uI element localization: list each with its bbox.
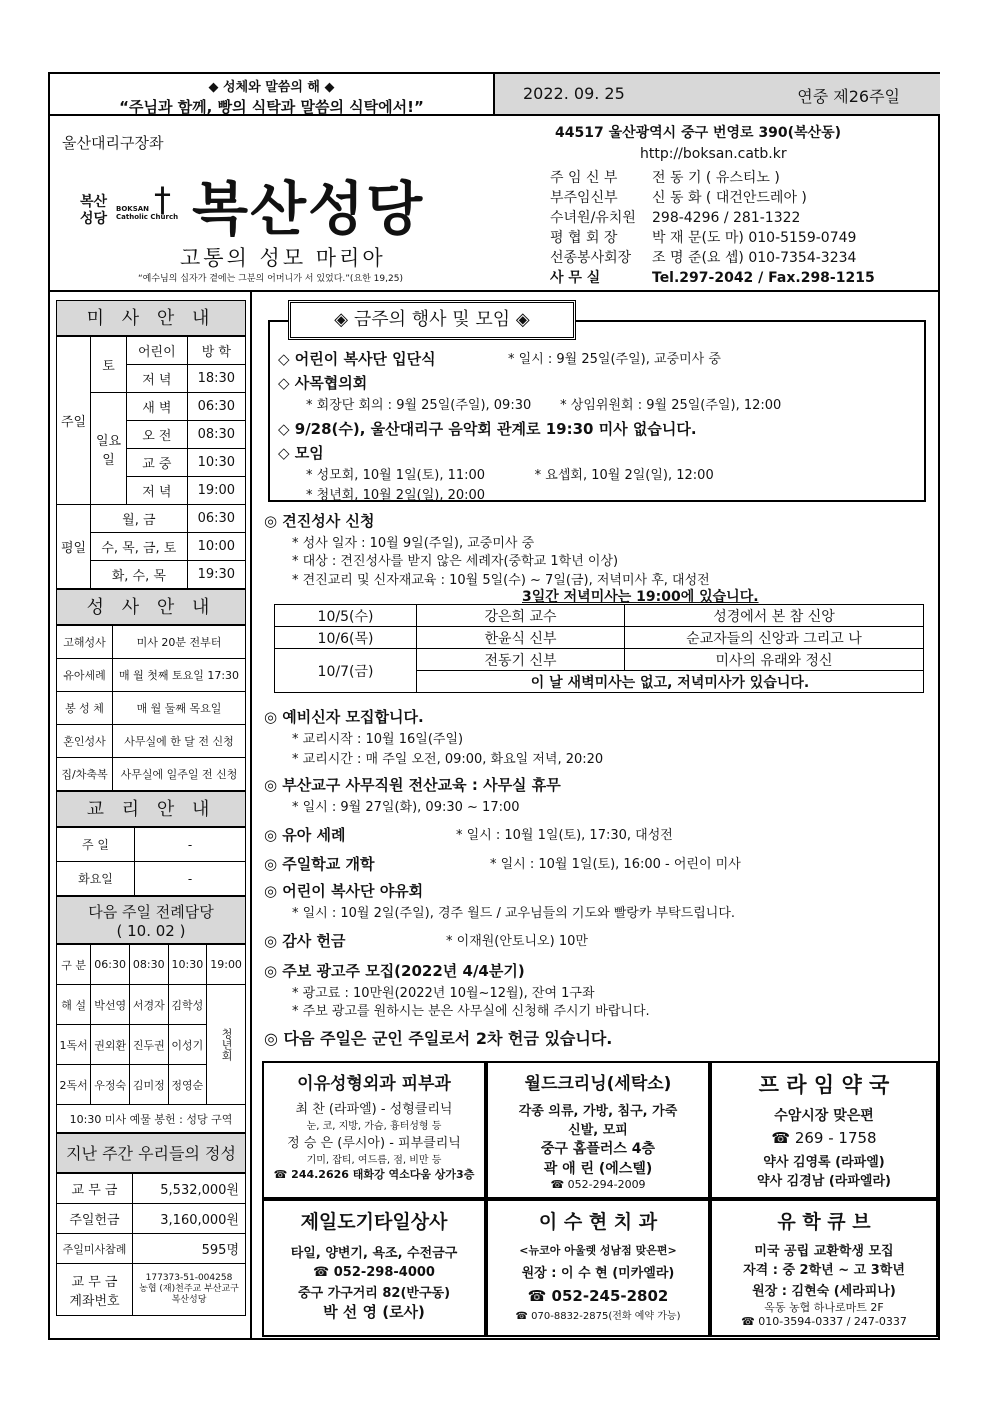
- mass-label: 수, 목, 금, 토: [91, 533, 188, 561]
- ad-line: 약사 김영록 (라파엘): [763, 1155, 885, 1170]
- sacrament-label: 고해성사: [57, 626, 113, 659]
- mass-label: 새 벽: [127, 393, 188, 421]
- event-item: ◇ 사목협의회: [278, 374, 368, 392]
- offering-value: 3,160,000원: [133, 1204, 246, 1234]
- ad-line: 약사 김경남 (라파엘라): [757, 1174, 891, 1189]
- ad-line: 원장 : 김현숙 (세라피나): [752, 1284, 896, 1299]
- church-url[interactable]: http://boksan.catb.kr: [640, 146, 787, 162]
- offering-label: 주일미사참례: [57, 1234, 133, 1264]
- ad-laundry: [486, 1061, 710, 1199]
- mass-label: 화, 수, 목: [91, 561, 188, 589]
- offering-label: 주일헌금: [57, 1204, 133, 1234]
- sched-topic: 순교자들의 신앙과 그리고 나: [625, 627, 924, 649]
- english-name-1: BOKSAN: [116, 205, 150, 213]
- english-name-2: Catholic Church: [116, 213, 179, 221]
- liturgy-head: 구 분: [57, 945, 91, 985]
- liturgy-title-box: [56, 896, 246, 944]
- mass-time: 08:30: [187, 421, 245, 449]
- ad-line: ☎ 244.2626 태화강 역소다움 상가3층: [273, 1168, 475, 1181]
- sched-topic: 성경에서 본 참 신앙: [625, 605, 924, 627]
- liturgy-role: 1독서: [57, 1025, 91, 1065]
- church-name: 복산성당: [192, 175, 425, 243]
- event-detail: * 청년회, 10월 2일(일), 20:00: [306, 488, 486, 503]
- liturgy-person: 이성기: [168, 1025, 207, 1065]
- events-title: ◈ 금주의 행사 및 모임 ◈: [288, 300, 576, 340]
- mass-time: 방 학: [187, 337, 245, 365]
- liturgy-title: 다음 주일 전례담당: [88, 903, 214, 921]
- notice-heading: ◎ 부산교구 사무직원 전산교육 : 사무실 휴무: [264, 776, 561, 794]
- ad-section: [262, 1061, 938, 1337]
- church-header: [50, 116, 940, 292]
- ad-tile: [262, 1199, 486, 1337]
- staff-role: 선종봉사회장: [550, 250, 632, 266]
- event-item: ◇ 모임: [278, 444, 324, 462]
- sched-lecturer: 강은희 교수: [417, 605, 625, 627]
- logo-line-2: 성당: [80, 211, 108, 227]
- staff-row: [550, 248, 875, 268]
- mass-time: 10:30: [187, 449, 245, 477]
- bulletin-date: 2022. 09. 25: [523, 84, 625, 103]
- notice-heading: ◎ 주일학교 개학: [264, 855, 375, 873]
- notice-detail: * 교리시간 : 매 주일 오전, 09:00, 화요일 저녁, 20:20: [292, 752, 604, 767]
- notice-heading: ◎ 예비신자 모집합니다.: [264, 708, 424, 726]
- ad-dental: [486, 1199, 710, 1337]
- sacrament-label: 혼인성사: [57, 725, 113, 758]
- ad-line: 정 승 은 (루시아) - 피부클리닉: [287, 1136, 461, 1151]
- sacrament-label: 유아세례: [57, 659, 113, 692]
- ad-line: 옥동 농협 하나로마트 2F: [764, 1301, 884, 1314]
- liturgy-person: 김학성: [168, 985, 207, 1025]
- church-logo-text: [80, 194, 107, 228]
- event-item: ◇ 9/28(수), 울산대리구 음악회 관계로 19:30 미사 없습니다.: [278, 420, 697, 438]
- staff-role: 주 임 신 부: [550, 170, 618, 186]
- offering-value: 5,532,000원: [133, 1174, 246, 1204]
- ad-line: 자격 : 중 2학년 ~ 고 3학년: [743, 1263, 905, 1278]
- ad-line: ☎ 052-294-2009: [550, 1178, 646, 1191]
- ad-line: 중구 홈플러스 4층: [540, 1141, 656, 1157]
- sched-lecturer: 한윤식 신부: [417, 627, 625, 649]
- logo-line-1: 복산: [80, 194, 108, 210]
- catechism-title: 교 리 안 내: [56, 791, 246, 827]
- mass-title: 미 사 안 내: [56, 300, 246, 336]
- sacrament-table: [56, 625, 246, 791]
- ad-line: 눈, 코, 지방, 가슴, 흉터성형 등: [306, 1121, 442, 1132]
- ad-line: 각종 의류, 가방, 침구, 가죽: [518, 1104, 678, 1119]
- sacrament-value: 미사 20분 전부터: [113, 626, 246, 659]
- ad-line: 수암시장 맞은편: [774, 1108, 874, 1124]
- catechism-value: -: [135, 862, 246, 896]
- liturgy-youth: 청년회: [207, 985, 246, 1105]
- liturgy-head: 10:30: [168, 945, 207, 985]
- ad-line: 최 찬 (라파엘) - 성형클리닉: [295, 1102, 453, 1117]
- notice-detail: * 주보 광고를 원하시는 분은 사무실에 신청해 주시기 바랍니다.: [292, 1004, 650, 1019]
- staff-name: Tel.297-2042 / Fax.298-1215: [652, 270, 875, 286]
- mass-time: 18:30: [187, 365, 245, 393]
- sched-day: 10/6(목): [275, 627, 417, 649]
- church-english-name: [116, 205, 178, 221]
- ad-line: 곽 애 린 (에스텔): [543, 1161, 653, 1177]
- sun-label: 일요일: [91, 393, 127, 505]
- ad-line: ☎ 010-3594-0337 / 247-0337: [741, 1315, 907, 1328]
- ad-clinic: [262, 1061, 486, 1199]
- bulletin-frame: [48, 72, 940, 1340]
- notice-detail: * 일시 : 9월 27일(화), 09:30 ~ 17:00: [292, 800, 520, 815]
- sacrament-value: 사무실에 일주일 전 신청: [113, 758, 246, 791]
- mass-label: 교 중: [127, 449, 188, 477]
- ad-line: <뉴코아 아울렛 성남점 맞은편>: [519, 1244, 677, 1257]
- offering-label: 교 무 금: [57, 1174, 133, 1204]
- cross-icon: †: [154, 180, 171, 220]
- notice-heading: ◎ 견진성사 신청: [264, 512, 375, 530]
- liturgy-person: 우정숙: [91, 1065, 130, 1105]
- ad-line: ☎ 269 - 1758: [771, 1129, 877, 1147]
- liturgy-role: 해 설: [57, 985, 91, 1025]
- catechism-label: 화요일: [57, 862, 135, 896]
- ad-title: 제일도기타일상사: [300, 1211, 448, 1233]
- notice-detail: * 일시 : 10월 1일(토), 16:00 - 어린이 미사: [490, 857, 741, 872]
- mass-label: 저 녁: [127, 365, 188, 393]
- sat-label: 토: [91, 337, 127, 393]
- liturgy-person: 정영순: [168, 1065, 207, 1105]
- deanery: 울산대리구장좌: [62, 134, 164, 152]
- ad-line: 원장 : 이 수 현 (미카엘라): [521, 1266, 675, 1281]
- staff-list: [550, 168, 875, 288]
- mass-time: 19:30: [187, 561, 245, 589]
- sacrament-value: 사무실에 한 달 전 신청: [113, 725, 246, 758]
- staff-role: 사 무 실: [550, 270, 601, 286]
- mass-time: 19:00: [187, 477, 245, 505]
- ad-study-abroad: [710, 1199, 938, 1337]
- ad-title: 이유성형외과 피부과: [297, 1074, 451, 1094]
- notice-detail: * 견진교리 및 신자재교육 : 10월 5일(수) ~ 7일(금), 저녁미사 후, 대성전: [292, 573, 710, 588]
- weekday-label: 평일: [57, 505, 91, 589]
- ad-title: 이 수 현 치 과: [538, 1211, 658, 1233]
- column-divider: [250, 292, 252, 1340]
- ad-line: 기미, 잡티, 여드름, 점, 비만 등: [306, 1155, 442, 1166]
- mass-label: 어린이: [127, 337, 188, 365]
- event-detail: * 회장단 회의 : 9월 25일(주일), 09:30 * 상임위원회 : 9월 25일(주일), 12:00: [306, 398, 782, 413]
- liturgy-person: 권외환: [91, 1025, 130, 1065]
- sched-day: 10/7(금): [275, 649, 417, 693]
- ad-line: 신발, 모피: [568, 1123, 628, 1138]
- account-label: 교 무 금 계좌번호: [57, 1264, 133, 1316]
- mass-table: [56, 336, 246, 589]
- sched-note: 이 날 새벽미사는 없고, 저녁미사가 있습니다.: [417, 671, 924, 693]
- sacrament-label: 봉 성 체: [57, 692, 113, 725]
- patron-quote: “예수님의 십자가 곁에는 그분의 어머니가 서 있었다.”(요한 19,25): [138, 274, 403, 284]
- notice-heading: ◎ 유아 세례: [264, 826, 346, 844]
- ad-line: 타일, 양변기, 욕조, 수전금구: [290, 1246, 458, 1261]
- event-detail: * 일시 : 9월 25일(주일), 교중미사 중: [508, 352, 721, 367]
- theme-banner: [50, 74, 495, 116]
- motto: “주님과 함께, 빵의 식탁과 말씀의 식탁에서!”: [119, 98, 424, 116]
- ad-line: 미국 공립 교환학생 모집: [754, 1244, 894, 1259]
- catechism-table: [56, 827, 246, 896]
- sacrament-value: 매 월 첫째 토요일 17:30: [113, 659, 246, 692]
- staff-row: [550, 228, 875, 248]
- liturgy-person: 박선영: [91, 985, 130, 1025]
- sacrament-value: 매 월 둘째 목요일: [113, 692, 246, 725]
- liturgy-head: 19:00: [207, 945, 246, 985]
- notice-detail: * 교리시작 : 10월 16일(주일): [292, 732, 464, 747]
- theme: ◆ 성체와 말씀의 해 ◆: [208, 80, 335, 95]
- sacrament-title: 성 사 안 내: [56, 589, 246, 625]
- catechism-value: -: [135, 828, 246, 862]
- event-detail: * 성모회, 10월 1일(토), 11:00 * 요셉회, 10월 2일(일), 12:00: [306, 468, 714, 483]
- liturgy-person: 김미정: [129, 1065, 168, 1105]
- mass-time: 10:00: [187, 533, 245, 561]
- staff-row: [550, 168, 875, 188]
- event-item: ◇ 어린이 복사단 입단식: [278, 350, 436, 368]
- notice-heading: ◎ 어린이 복사단 야유회: [264, 882, 424, 900]
- notice-detail: * 광고료 : 10만원(2022년 10월~12월), 잔여 1구좌: [292, 986, 595, 1001]
- liturgy-person: 서경자: [129, 985, 168, 1025]
- liturgy-person: 진두권: [129, 1025, 168, 1065]
- ad-line: ☎ 052-298-4000: [313, 1265, 435, 1280]
- staff-role: 평 협 회 장: [550, 230, 618, 246]
- liturgy-table: [56, 944, 246, 1133]
- notice-detail: * 대상 : 견진성사를 받지 않은 세례자(중학교 1학년 이상): [292, 554, 619, 569]
- account-number: 177373-51-004258 농협 (재)천주교 부산교구 복산성당: [133, 1264, 246, 1316]
- sched-lecturer: 전동기 신부: [417, 649, 625, 671]
- mass-label: 월, 금: [91, 505, 188, 533]
- staff-row: [550, 208, 875, 228]
- notice-heading: ◎ 감사 헌금: [264, 932, 346, 950]
- ad-title: 프 라 임 약 국: [758, 1073, 890, 1097]
- staff-name: 조 명 준(요 셉) 010-7354-3234: [652, 250, 857, 266]
- church-address: 44517 울산광역시 중구 번영로 390(복산동): [555, 125, 842, 141]
- ad-pharmacy: [710, 1061, 938, 1199]
- catechism-label: 주 일: [57, 828, 135, 862]
- notice-detail: * 성사 일자 : 10월 9일(주일), 교중미사 중: [292, 536, 535, 551]
- mass-label: 저 녁: [127, 477, 188, 505]
- liturgy-role: 2독서: [57, 1065, 91, 1105]
- date-banner: [495, 74, 940, 116]
- staff-name: 298-4296 / 281-1322: [652, 210, 801, 226]
- confirmation-schedule: [274, 604, 924, 693]
- ad-line: 중구 가구거리 82(반구동): [297, 1286, 451, 1301]
- liturgical-week: 연중 제26주일: [797, 87, 900, 106]
- sched-topic: 미사의 유래와 정신: [625, 649, 924, 671]
- left-column: [56, 300, 246, 1316]
- staff-name: 신 동 화 ( 대건안드레아 ): [652, 190, 807, 206]
- sacrament-label: 집/차축복: [57, 758, 113, 791]
- liturgy-head: 06:30: [91, 945, 130, 985]
- ad-line: ☎ 070-8832-2875(전화 예약 가능): [515, 1311, 681, 1322]
- staff-name: 전 동 기 ( 유스티노 ): [652, 170, 780, 186]
- notice-emphasis: 3일간 저녁미사는 19:00에 있습니다.: [522, 589, 759, 605]
- staff-name: 박 재 문(도 마) 010-5159-0749: [652, 230, 857, 246]
- ad-line: 박 선 영 (로사): [323, 1303, 425, 1321]
- notice-heading: ◎ 주보 광고주 모집(2022년 4/4분기): [264, 962, 525, 980]
- notice-detail: * 일시 : 10월 2일(주일), 경주 월드 / 교우님들의 기도와 빨랑카 부탁드립니다.: [292, 906, 736, 921]
- offering-table: [56, 1173, 246, 1316]
- ad-line: ☎ 052-245-2802: [527, 1287, 669, 1305]
- patron-saint: 고통의 성모 마리아: [180, 246, 386, 270]
- sunday-label: 주일: [57, 337, 91, 505]
- liturgy-note: 10:30 미사 예물 봉헌 : 성당 구역: [57, 1105, 246, 1133]
- offering-value: 595명: [133, 1234, 246, 1264]
- sched-day: 10/5(수): [275, 605, 417, 627]
- mass-time: 06:30: [187, 393, 245, 421]
- notice-detail: * 일시 : 10월 1일(토), 17:30, 대성전: [456, 828, 673, 843]
- ad-title: 유 학 큐 브: [777, 1211, 871, 1233]
- staff-role: 수녀원/유치원: [550, 210, 636, 226]
- liturgy-head: 08:30: [129, 945, 168, 985]
- notice-detail: * 이재원(안토니오) 10만: [446, 934, 588, 949]
- staff-row: [550, 188, 875, 208]
- liturgy-date: ( 10. 02 ): [116, 922, 186, 940]
- notice-heading: ◎ 다음 주일은 군인 주일로서 2차 헌금 있습니다.: [264, 1029, 613, 1048]
- mass-label: 오 전: [127, 421, 188, 449]
- ad-title: 월드크리닝(세탁소): [524, 1074, 672, 1094]
- staff-row: [550, 268, 875, 288]
- staff-role: 부주임신부: [550, 190, 618, 206]
- mass-time: 06:30: [187, 505, 245, 533]
- offering-title: 지난 주간 우리들의 정성: [56, 1133, 246, 1173]
